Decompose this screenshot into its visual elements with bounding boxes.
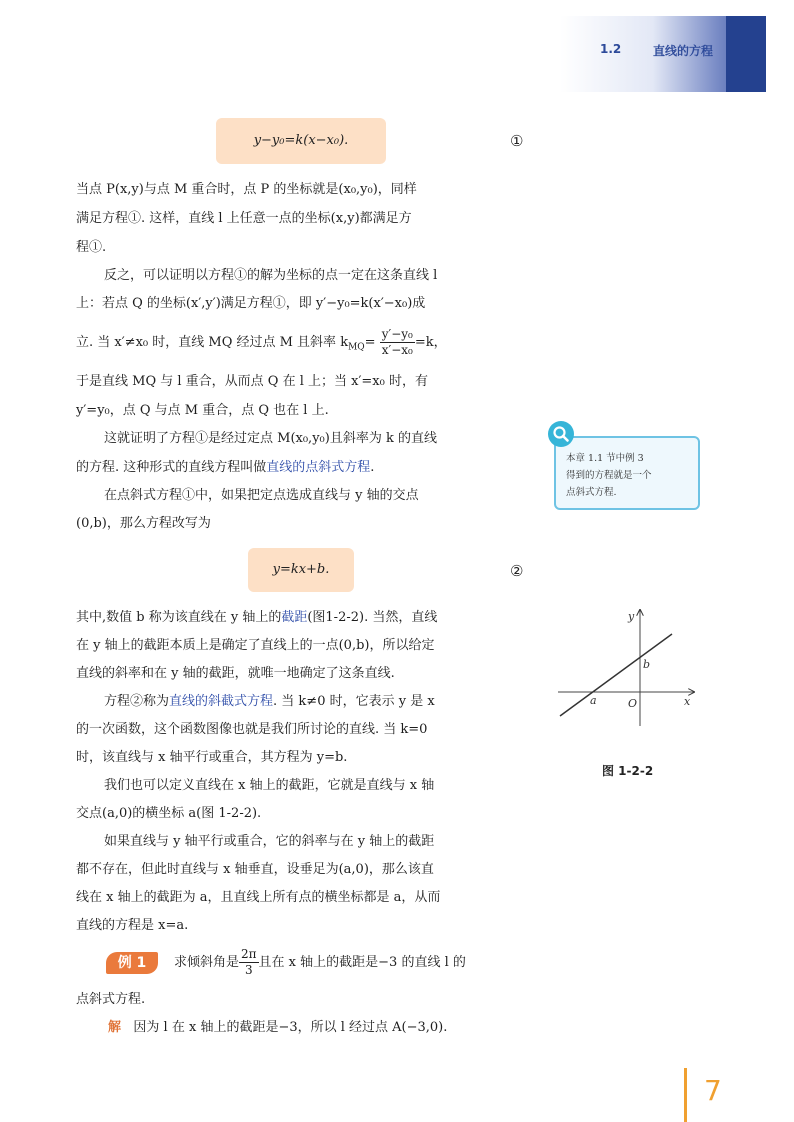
text-line: 于是直线 MQ 与 l 重合，从而点 Q 在 l 上；当 x′=x₀ 时，有 xyxy=(76,374,428,389)
figure-caption: 图 1-2-2 xyxy=(602,764,654,778)
term-intercept: 截距 xyxy=(281,610,308,625)
text-line: 当点 P(x,y)与点 M 重合时，点 P 的坐标就是(x₀,y₀)，同样 xyxy=(76,182,417,197)
text-line: 时，该直线与 x 轴平行或重合，其方程为 y=b. xyxy=(76,750,348,765)
origin-label: O xyxy=(628,697,638,710)
axis-label-y: y xyxy=(628,610,635,623)
equation-number-2: ② xyxy=(510,562,524,580)
magnifier-icon xyxy=(548,421,574,447)
text-segment: 的方程. 这种形式的直线方程叫做 xyxy=(76,460,267,475)
equation-1: y−y₀=k(x−x₀). xyxy=(253,133,349,148)
text-line: 如果直线与 y 轴平行或重合，它的斜率与在 y 轴上的截距 xyxy=(104,834,435,849)
page-number: 7 xyxy=(704,1074,722,1107)
section-title: 直线的方程 xyxy=(653,44,714,58)
text-segment: 立. 当 x′≠x₀ 时，直线 MQ 经过点 M 且斜率 k xyxy=(76,335,349,350)
equation-box-2 xyxy=(248,548,354,592)
fraction-numerator: 2π xyxy=(241,947,257,961)
text-line xyxy=(76,458,374,478)
text-segment: . 当 k≠0 时，它表示 y 是 x xyxy=(273,694,435,709)
solution-text: 因为 l 在 x 轴上的截距是−3，所以 l 经过点 A(−3,0). xyxy=(133,1020,448,1035)
fraction-numerator: y′−y₀ xyxy=(381,327,413,341)
equation-number-1: ① xyxy=(510,132,524,150)
text-line: 反之，可以证明以方程①的解为坐标的点一定在这条直线 l xyxy=(104,268,438,283)
text-line: 线在 x 轴上的截距为 a，且直线上所有点的横坐标都是 a，从而 xyxy=(76,890,441,905)
axis-label-x: x xyxy=(684,695,691,708)
page-number-bar xyxy=(684,1068,687,1122)
text-line: 在点斜式方程①中，如果把定点选成直线与 y 轴的交点 xyxy=(104,488,419,503)
example-line: 点斜式方程. xyxy=(76,992,146,1007)
text-segment: 且在 x 轴上的截距是−3 的直线 l 的 xyxy=(258,955,466,970)
text-line: 上：若点 Q 的坐标(x′,y′)满足方程①，即 y′−y₀=k(x′−x₀)成 xyxy=(76,296,426,311)
text-line: 我们也可以定义直线在 x 轴上的截距，它就是直线与 x 轴 xyxy=(104,778,435,793)
equals-sign: = xyxy=(364,335,376,350)
subscript: MQ xyxy=(348,342,365,353)
text-line: 满足方程①. 这样，直线 l 上任意一点的坐标(x,y)都满足方 xyxy=(76,211,412,226)
text-segment: 求倾斜角是 xyxy=(174,955,240,970)
slope-fraction xyxy=(380,327,415,358)
text-segment: (图1-2-2). 当然，直线 xyxy=(307,610,438,625)
text-line-with-fraction xyxy=(76,324,447,367)
text-line xyxy=(76,608,437,628)
text-segment: =k， xyxy=(414,335,447,350)
figure-coordinate-plane xyxy=(554,604,704,730)
text-line: 都不存在，但此时直线与 x 轴垂直，设垂足为(a,0)，那么该直 xyxy=(76,862,434,877)
solution-line xyxy=(108,1018,447,1038)
note-text: 本章 1.1 节中例 3 得到的方程就是一个 点斜式方程. xyxy=(566,453,652,498)
text-line: 的一次函数，这个函数图像也就是我们所讨论的直线. 当 k=0 xyxy=(76,722,428,737)
intercept-label-a: a xyxy=(590,694,597,707)
graph-line xyxy=(560,634,672,716)
equation-2: y=kx+b. xyxy=(272,562,330,577)
example-badge: 例 1 xyxy=(106,952,158,974)
term-point-slope: 直线的点斜式方程 xyxy=(266,460,371,475)
text-line: 程①. xyxy=(76,240,107,255)
section-number: 1.2 xyxy=(600,42,622,56)
intercept-label-b: b xyxy=(643,658,651,671)
text-line: 直线的方程是 x=a. xyxy=(76,918,189,933)
text-segment: 方程②称为 xyxy=(104,694,170,709)
text-line: 直线的斜率和在 y 轴的截距，就唯一地确定了这条直线. xyxy=(76,666,395,681)
fraction-denominator: x′−x₀ xyxy=(381,343,413,357)
angle-fraction xyxy=(239,947,259,978)
fraction-denominator: 3 xyxy=(244,963,253,977)
solution-label: 解 xyxy=(108,1020,122,1035)
text-segment: . xyxy=(370,460,375,475)
text-line: (0,b)，那么方程改写为 xyxy=(76,516,211,531)
term-slope-intercept: 直线的斜截式方程 xyxy=(169,694,274,709)
text-line: 在 y 轴上的截距本质上是确定了直线上的一点(0,b)，所以给定 xyxy=(76,638,435,653)
text-line xyxy=(104,692,435,712)
example-line xyxy=(174,944,466,982)
equation-box-1 xyxy=(216,118,386,164)
header-accent xyxy=(726,16,766,92)
magnifier-icon-glyph xyxy=(548,421,574,447)
text-line: 这就证明了方程①是经过定点 M(x₀,y₀)且斜率为 k 的直线 xyxy=(104,431,437,446)
text-line: y′=y₀，点 Q 与点 M 重合，点 Q 也在 l 上. xyxy=(76,403,329,418)
text-line: 交点(a,0)的横坐标 a(图 1-2-2). xyxy=(76,806,262,821)
text-segment: 其中,数值 b 称为该直线在 y 轴上的 xyxy=(76,610,282,625)
